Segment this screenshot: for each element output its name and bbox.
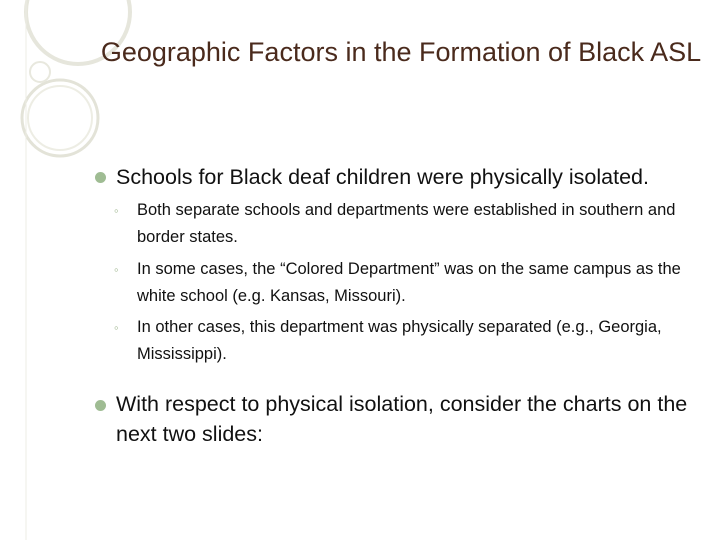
- subbullet-marker: ◦: [114, 320, 119, 335]
- bullet-marker: [95, 400, 106, 411]
- ring-medium: [22, 80, 98, 156]
- bullet-marker: [95, 172, 106, 183]
- subbullet-marker: ◦: [114, 262, 119, 277]
- subbullet-item: In some cases, the “Colored Department” was on the same campus as the white school (e.g. Kansas, Missouri).: [137, 260, 681, 305]
- subbullet-marker: ◦: [114, 203, 119, 218]
- ring-small: [30, 62, 50, 82]
- slide-title: Geographic Factors in the Formation of Black ASL: [100, 37, 702, 67]
- subbullet-item: In other cases, this department was physically separated (e.g., Georgia, Mississippi).: [137, 318, 662, 363]
- bullet-item: With respect to physical isolation, consider the charts on the next two slides:: [116, 392, 688, 446]
- bullet-item: Schools for Black deaf children were physically isolated.: [116, 165, 649, 189]
- subbullet-item: Both separate schools and departments were established in southern and border states.: [137, 201, 676, 246]
- ring-medium-inner: [28, 86, 92, 150]
